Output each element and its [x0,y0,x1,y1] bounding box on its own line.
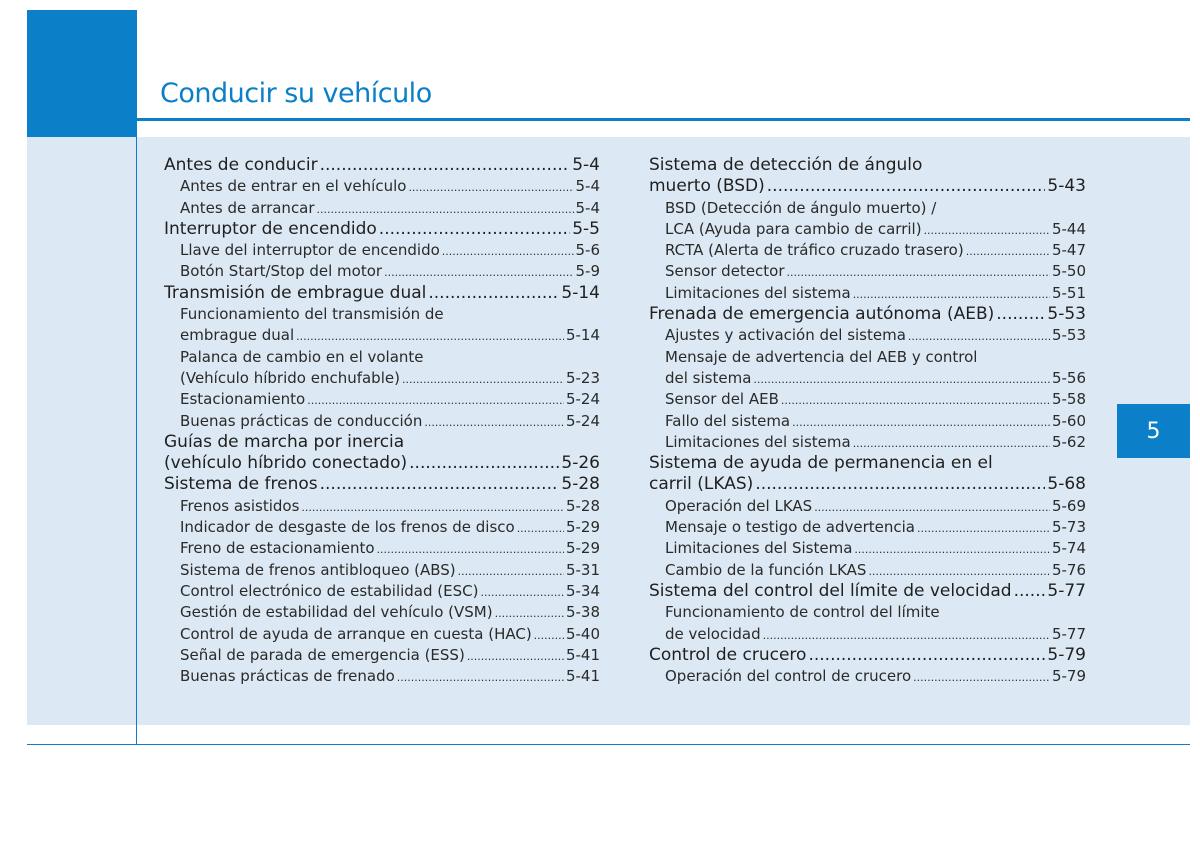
dot-leader [908,325,1050,346]
toc-entry-page: 5-76 [1051,560,1086,579]
toc-entry[interactable] [649,304,1086,325]
toc-entry-title: Sistema de ayuda de permanencia en el [649,453,993,474]
dot-leader [854,538,1050,559]
toc-entry[interactable] [164,432,600,453]
toc-entry[interactable] [649,219,1086,240]
toc-entry-title: Sistema del control del límite de velocidad [649,580,1012,601]
toc-entry-page: 5-4 [575,177,600,196]
toc-entry-title: embrague dual [180,326,295,345]
toc-entry-title: Cambio de la función LKAS [665,560,867,579]
dot-leader [808,645,1045,666]
dot-leader [424,411,564,432]
toc-entry-page: 5-62 [1051,432,1086,451]
toc-entry-title: LCA (Ayuda para cambio de carril) [665,219,922,238]
dot-leader [534,624,564,645]
toc-entry-page: 5-5 [572,218,600,239]
toc-entry-page: 5-23 [565,368,600,387]
dot-leader [320,155,571,176]
toc-entry[interactable] [164,347,600,368]
toc-entry-title: Operación del LKAS [665,496,813,515]
toc-entry[interactable] [649,368,1086,389]
toc-entry-title: muerto (BSD) [649,176,765,197]
toc-entry[interactable] [164,666,600,687]
dot-leader [317,198,574,219]
toc-entry-title: Limitaciones del Sistema [665,539,853,558]
dot-leader [320,474,560,495]
toc-entry-title: Funcionamiento del transmisión de [180,305,444,324]
toc-entry-title: Interruptor de encendido [164,218,377,239]
toc-entry-title: Transmisión de embrague dual [164,282,427,303]
dot-leader [467,645,564,666]
toc-entry-page: 5-43 [1047,176,1086,197]
dot-leader [296,325,564,346]
toc-entry-page: 5-38 [565,603,600,622]
toc-entry-page: 5-4 [575,198,600,217]
toc-entry[interactable] [164,645,600,666]
toc-entry-title: Sensor del AEB [665,390,779,409]
toc-entry-title: RCTA (Alerta de tráfico cruzado trasero) [665,241,964,260]
toc-entry[interactable] [164,304,600,325]
toc-entry-page: 5-44 [1051,219,1086,238]
toc-entry-page: 5-9 [575,262,600,281]
toc-entry[interactable] [649,581,1086,602]
toc-entry-title: Freno de estacionamiento [180,539,375,558]
toc-entry[interactable] [164,560,600,581]
toc-entry[interactable] [649,560,1086,581]
toc-entry-page: 5-79 [1047,644,1086,665]
page-title: Conducir su vehículo [160,78,432,109]
toc-entry[interactable] [164,325,600,346]
toc-entry-title: Control de crucero [649,644,807,665]
toc-entry-title: Estacionamiento [180,390,306,409]
toc-entry[interactable] [649,198,1086,219]
dot-leader [755,474,1045,495]
toc-entry-page: 5-41 [565,667,600,686]
dot-leader [913,666,1050,687]
toc-entry-page: 5-56 [1051,368,1086,387]
toc-entry-page: 5-47 [1051,241,1086,260]
dot-leader [868,560,1050,581]
toc-entry-page: 5-60 [1051,411,1086,430]
toc-entry-title: carril (LKAS) [649,474,754,495]
toc-entry[interactable] [164,155,600,176]
dot-leader [753,368,1050,389]
toc-entry[interactable] [164,602,600,623]
dot-leader [996,304,1045,325]
toc-entry-page: 5-68 [1047,474,1086,495]
dot-leader [409,453,559,474]
toc-entry-page: 5-69 [1051,496,1086,515]
toc-entry-title: Limitaciones del sistema [665,283,851,302]
toc-column-left [164,155,600,687]
toc-entry-title: Guías de marcha por inercia [164,431,405,452]
toc-entry-title: Palanca de cambio en el volante [180,347,424,366]
dot-leader [379,219,570,240]
toc-entry-title: Control electrónico de estabilidad (ESC) [180,581,479,600]
toc-entry-page: 5-14 [561,282,600,303]
dot-leader [787,261,1050,282]
toc-entry[interactable] [649,411,1086,432]
toc-entry-title: Gestión de estabilidad del vehículo (VSM) [180,603,493,622]
toc-entry[interactable] [649,496,1086,517]
toc-entry-page: 5-31 [565,560,600,579]
dot-leader [517,517,564,538]
toc-entry-page: 5-58 [1051,390,1086,409]
toc-entry-title: Sensor detector [665,262,785,281]
toc-entry-page: 5-34 [565,581,600,600]
toc-entry-page: 5-74 [1051,539,1086,558]
toc-entry[interactable] [164,453,600,474]
toc-entry-title: Sistema de detección de ángulo [649,155,923,175]
toc-entry[interactable] [649,538,1086,559]
toc-entry-title: BSD (Detección de ángulo muerto) / [665,198,937,217]
toc-entry-title: de velocidad [665,624,761,643]
dot-leader [408,176,573,197]
bottom-rule [27,744,1190,745]
toc-entry[interactable] [164,474,600,495]
chapter-tab[interactable]: 5 [1117,404,1190,458]
toc-entry-page: 5-79 [1051,667,1086,686]
toc-entry-title: (Vehículo híbrido enchufable) [180,368,400,387]
dot-leader [397,666,564,687]
toc-entry-title: Frenos asistidos [180,496,300,515]
toc-entry[interactable] [164,283,600,304]
toc-entry[interactable] [649,645,1086,666]
dot-leader [781,389,1050,410]
dot-leader [480,581,563,602]
toc-entry-title: Llave del interruptor de encendido [180,241,440,260]
toc-entry[interactable] [164,517,600,538]
toc-entry-title: Buenas prácticas de conducción [180,411,423,430]
toc-entry-title: Mensaje de advertencia del AEB y control [665,347,978,366]
toc-entry-page: 5-77 [1047,580,1086,601]
toc-entry-title: Antes de entrar en el vehículo [180,177,407,196]
toc-entry-page: 5-24 [565,390,600,409]
toc-entry-page: 5-26 [561,453,600,474]
dot-leader [301,496,564,517]
toc-entry-title: Fallo del sistema [665,411,791,430]
toc-entry[interactable] [649,517,1086,538]
toc-entry-page: 5-6 [575,241,600,260]
dot-leader [853,432,1050,453]
dot-leader [377,538,564,559]
dot-leader [495,602,564,623]
toc-entry-page: 5-28 [565,496,600,515]
toc-entry[interactable] [164,219,600,240]
toc-entry-title: Antes de conducir [164,155,318,175]
toc-entry[interactable] [649,176,1086,197]
toc-entry-page: 5-29 [565,539,600,558]
toc-entry-page: 5-4 [572,155,600,175]
dot-leader [1014,581,1046,602]
dot-leader [966,240,1050,261]
toc-entry[interactable] [649,624,1086,645]
toc-entry[interactable] [649,261,1086,282]
toc-entry-title: (vehículo híbrido conectado) [164,453,408,474]
dot-leader [402,368,564,389]
toc-entry-title: Antes de arrancar [180,198,315,217]
toc-entry[interactable] [164,368,600,389]
toc-entry[interactable] [164,624,600,645]
toc-entry-page: 5-41 [565,645,600,664]
dot-leader [763,624,1050,645]
toc-entry[interactable] [164,496,600,517]
toc-entry-title: Botón Start/Stop del motor [180,262,383,281]
toc-entry[interactable] [649,389,1086,410]
margin-rule [136,137,137,745]
toc-entry[interactable] [164,176,600,197]
toc-entry-page: 5-28 [561,474,600,495]
toc-entry[interactable] [649,432,1086,453]
toc-column-right [649,155,1086,687]
toc-entry-title: del sistema [665,368,752,387]
toc-entry[interactable] [649,155,1086,176]
toc-entry-title: Funcionamiento de control del límite [665,603,940,622]
toc-entry[interactable] [649,283,1086,304]
toc-entry[interactable] [649,666,1086,687]
dot-leader [853,283,1050,304]
toc-entry-title: Frenada de emergencia autónoma (AEB) [649,304,995,325]
toc-entry[interactable] [649,325,1086,346]
toc-entry[interactable] [164,261,600,282]
toc-entry[interactable] [649,347,1086,368]
toc-entry-page: 5-77 [1051,624,1086,643]
dot-leader [442,240,574,261]
dot-leader [917,517,1050,538]
toc-entry-page: 5-73 [1051,518,1086,537]
toc-entry[interactable] [164,389,600,410]
toc-entry[interactable] [164,240,600,261]
dot-leader [307,389,564,410]
toc-entry[interactable] [649,240,1086,261]
toc-entry[interactable] [649,474,1086,495]
toc-entry-title: Limitaciones del sistema [665,432,851,451]
toc-entry-title: Sistema de frenos antibloqueo (ABS) [180,560,456,579]
dot-leader [384,261,573,282]
toc-entry-title: Ajustes y activación del sistema [665,326,906,345]
toc-entry-page: 5-51 [1051,283,1086,302]
toc-entry[interactable] [649,602,1086,623]
toc-entry-title: Operación del control de crucero [665,667,912,686]
dot-leader [792,411,1050,432]
toc-entry-page: 5-14 [565,326,600,345]
toc-entry-page: 5-53 [1051,326,1086,345]
toc-entry-page: 5-40 [565,624,600,643]
dot-leader [924,219,1050,240]
toc-entry-page: 5-50 [1051,262,1086,281]
toc-entry-page: 5-53 [1047,304,1086,325]
dot-leader [814,496,1050,517]
toc-entry[interactable] [164,411,600,432]
toc-entry[interactable] [164,538,600,559]
toc-entry[interactable] [164,198,600,219]
toc-entry-page: 5-24 [565,411,600,430]
toc-entry-title: Sistema de frenos [164,474,318,495]
toc-entry-title: Mensaje o testigo de advertencia [665,518,915,537]
dot-leader [458,560,564,581]
toc-entry[interactable] [164,581,600,602]
corner-color-block [27,10,137,137]
toc-entry-title: Buenas prácticas de frenado [180,667,395,686]
toc-entry[interactable] [649,453,1086,474]
toc-entry-page: 5-29 [565,518,600,537]
toc-entry-title: Indicador de desgaste de los frenos de disco [180,518,515,537]
dot-leader [767,176,1046,197]
title-underline [137,118,1190,121]
toc-entry-title: Control de ayuda de arranque en cuesta (HAC) [180,624,532,643]
toc-entry-title: Señal de parada de emergencia (ESS) [180,645,465,664]
dot-leader [428,283,559,304]
